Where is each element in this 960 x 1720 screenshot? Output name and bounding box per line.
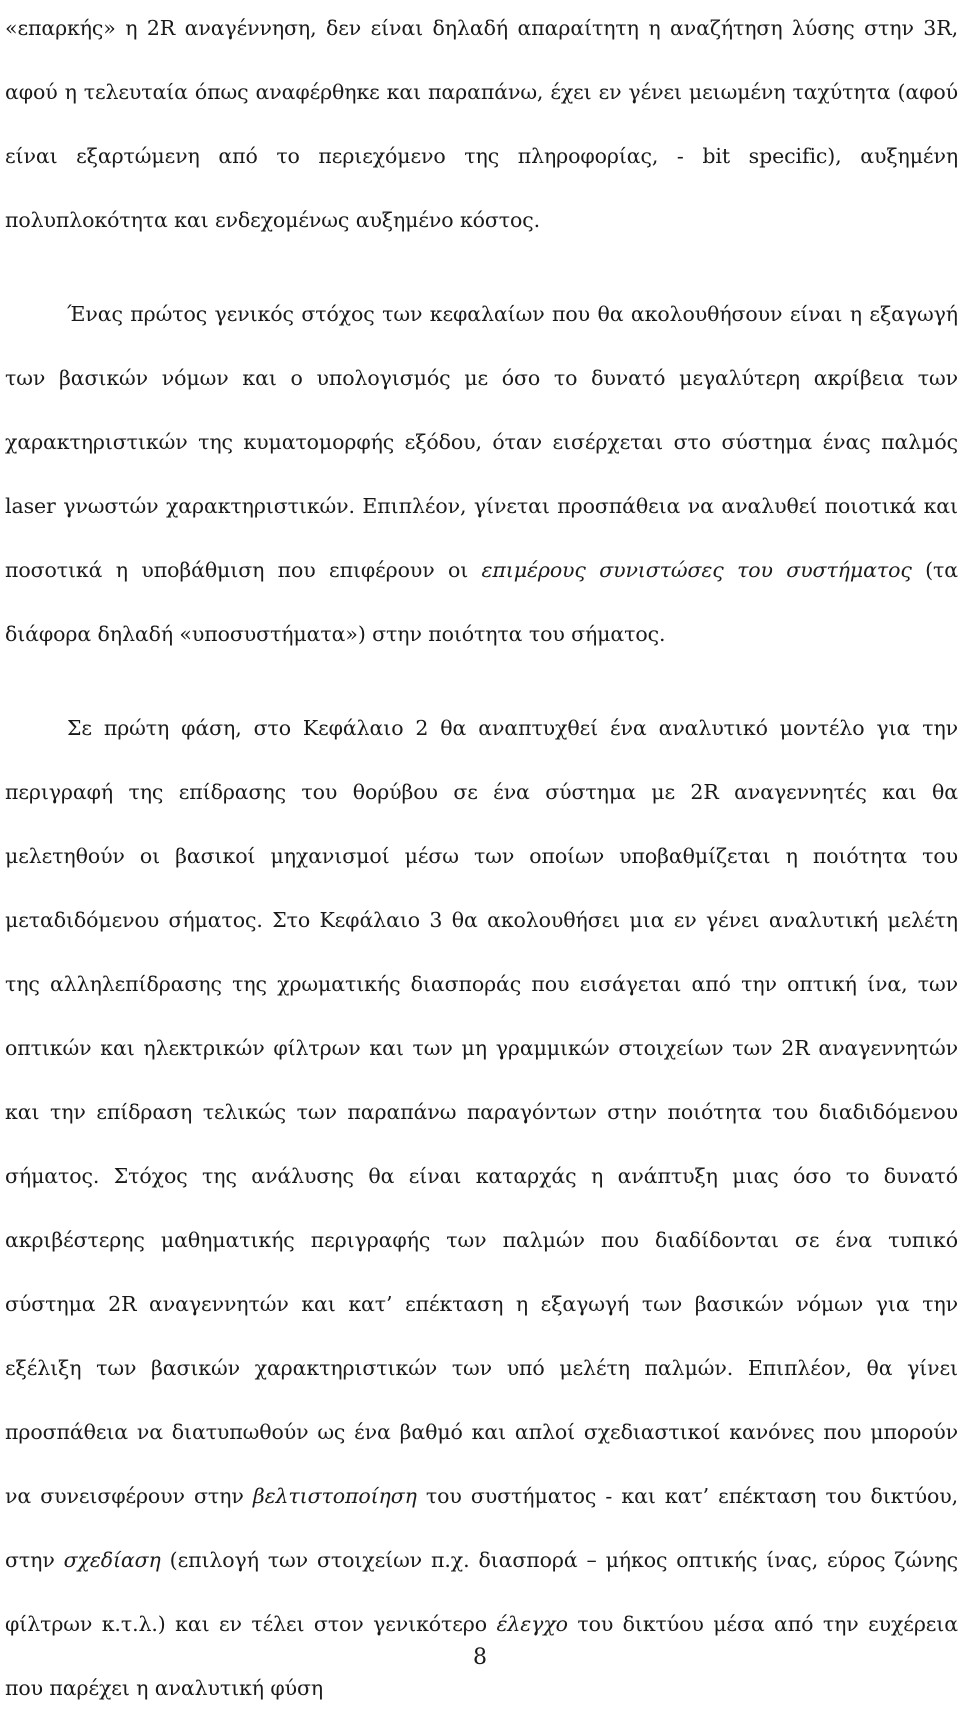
paragraph-2-italic-term: επιμέρους συνιστώσες του συστήματος bbox=[481, 558, 912, 582]
document-page bbox=[5, 0, 958, 1720]
paragraph-1 bbox=[5, 0, 958, 252]
paragraph-3-text-c: (επιλογή των στοιχείων π.χ. διασπορά – μήκος οπτικής ίνας, εύρος ζώνης φίλτρων κ.τ.λ.) και εν τέλει στον γενικότερο bbox=[5, 1548, 958, 1636]
paragraph-1-text: «επαρκής» η 2R αναγέννηση, δεν είναι δηλαδή απαραίτητη η αναζήτηση λύσης στην 3R, αφού η τελευταία όπως αναφέρθηκε και παραπάνω, έχει εν γένει μειωμένη ταχύτητα (αφού είναι εξαρτώμενη από το περιεχόμενο της πληροφορίας, - bit specific), αυξημένη πολυπλοκότητα και ενδεχομένως αυξημένο κόστος. bbox=[5, 16, 958, 232]
paragraph-3-italic-control: έλεγχο bbox=[496, 1612, 568, 1636]
paragraph-2-text-a: Ένας πρώτος γενικός στόχος των κεφαλαίων που θα ακολουθήσουν είναι η εξαγωγή των βασικών νόμων και ο υπολογισμός με όσο το δυνατό μεγαλύτερη ακρίβεια των χαρακτηριστικών της κυματομορφής εξόδου, όταν εισέρχεται στο σύστημα ένας παλμός laser γνωστών χαρακτηριστικών. Επιπλέον, γίνεται προσπάθεια να αναλυθεί ποιοτικά και ποσοτικά η υποβάθμιση που επιφέρουν οι bbox=[5, 302, 958, 582]
paragraph-3-text-b: του συστήματος - και κατ’ επέκταση του δικτύου, στην bbox=[5, 1484, 958, 1572]
paragraph-3-text-a: Σε πρώτη φάση, στο Κεφάλαιο 2 θα αναπτυχθεί ένα αναλυτικό μοντέλο για την περιγραφή της επίδρασης του θορύβου σε ένα σύστημα με 2R αναγεννητές και θα μελετηθούν οι βασικοί μηχανισμοί μέσω των οποίων υποβαθμίζεται η ποιότητα του μεταδιδόμενου σήματος. Στο Κεφάλαιο 3 θα ακολουθήσει μια εν γένει αναλυτική μελέτη της αλληλεπίδρασης της χρωματικής διασποράς που εισάγεται από την οπτική ίνα, των οπτικών και ηλεκτρικών φίλτρων και των μη γραμμικών στοιχείων των 2R αναγεννητών και την επίδραση τελικώς των παραπάνω παραγόντων στην ποιότητα του διαδιδόμενου σήματος. Στόχος της ανάλυσης θα είναι καταρχάς η ανάπτυξη μιας όσο το δυνατό ακριβέστερης μαθηματικής περιγραφής των παλμών που διαδίδονται σε ένα τυπικό σύστημα 2R αναγεννητών και κατ’ επέκταση η εξαγωγή των βασικών νόμων για την εξέλιξη των βασικών χαρακτηριστικών των υπό μελέτη παλμών. Επιπλέον, θα γίνει προσπάθεια να διατυπωθούν ως ένα βαθμό και απλοί σχεδιαστικοί κανόνες που μπορούν να συνεισφέρουν στην bbox=[5, 716, 958, 1508]
paragraph-3-italic-optimization: βελτιστοποίηση bbox=[252, 1484, 417, 1508]
paragraph-3 bbox=[5, 696, 958, 1720]
paragraph-3-italic-design: σχεδίαση bbox=[63, 1548, 161, 1572]
paragraph-3-text-d: του δικτύου μέσα από την ευχέρεια που παρέχει η αναλυτική φύση bbox=[5, 1612, 958, 1700]
paragraph-2-text-b: (τα διάφορα δηλαδή «υποσυστήματα») στην ποιότητα του σήματος. bbox=[5, 558, 958, 646]
paragraph-2 bbox=[5, 282, 958, 666]
page-number: 8 bbox=[473, 1645, 487, 1670]
